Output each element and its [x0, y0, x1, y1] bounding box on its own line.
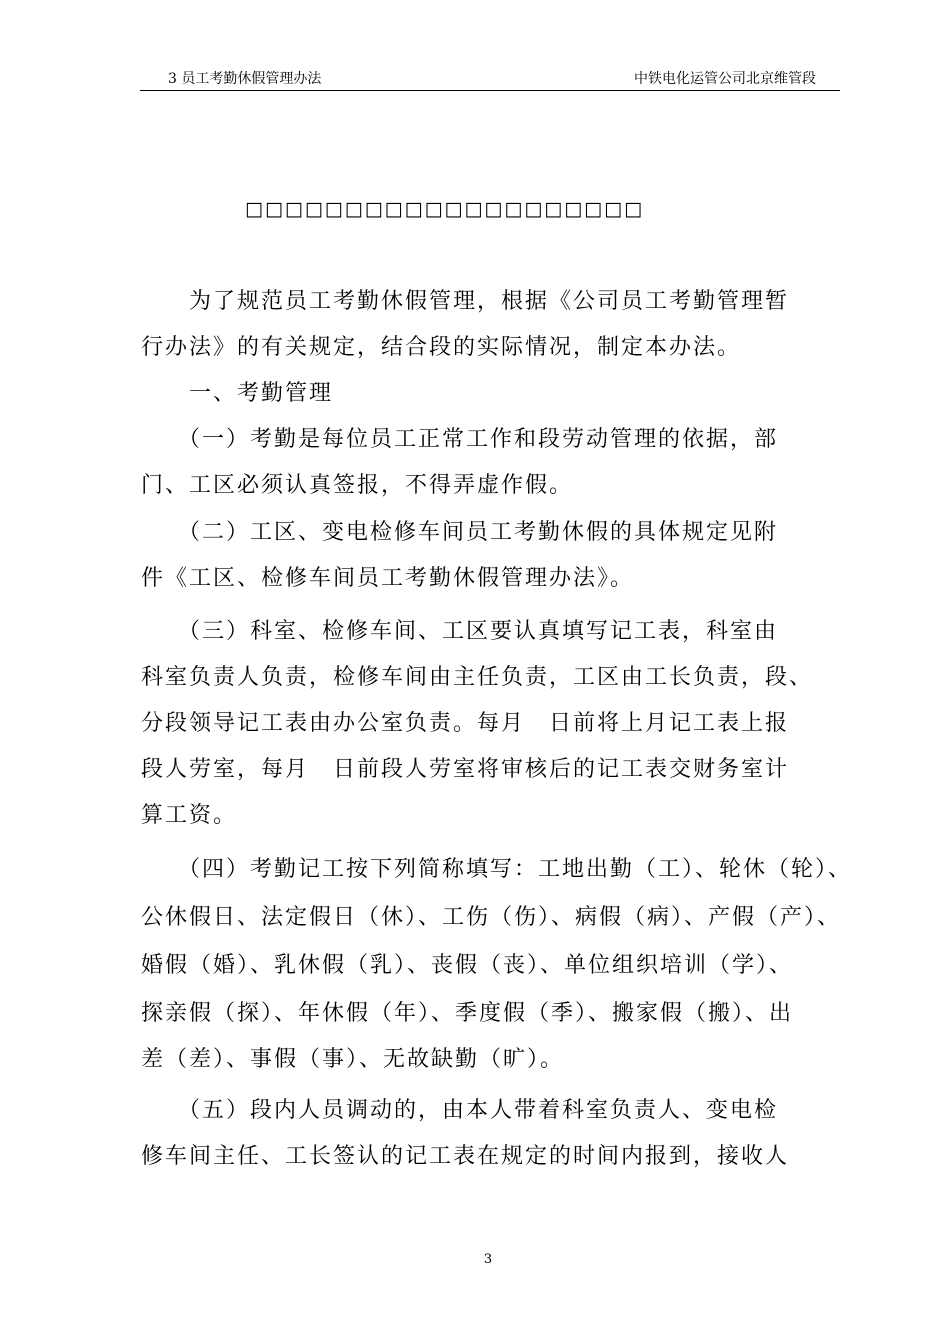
page-number: 3	[483, 1252, 493, 1267]
body-line: 探亲假（探）、年休假（年）、季度假（季）、搬家假（搬）、出	[141, 1001, 794, 1026]
body-line: 门、工区必须认真签报，不得弄虚作假。	[141, 473, 574, 498]
body-line: （三）科室、检修车间、工区要认真填写记工表，科室由	[141, 619, 779, 644]
document-title-garbled: □□□□□□□□□□□□□□□□□□□□	[245, 198, 645, 220]
body-line: 分段领导记工表由办公室负责。每月 日前将上月记工表上报	[141, 711, 790, 736]
body-line: （一）考勤是每位员工正常工作和段劳动管理的依据，部	[141, 427, 779, 452]
body-line: 婚假（婚）、乳休假（乳）、丧假（丧）、单位组织培训（学）、	[141, 953, 794, 978]
body-line: 为了规范员工考勤休假管理，根据《公司员工考勤管理暂	[141, 289, 790, 314]
header-doc-title: 3 员工考勤休假管理办法	[168, 71, 322, 87]
body-line: 件《工区、检修车间员工考勤休假管理办法》。	[141, 566, 635, 591]
body-line: 算工资。	[141, 803, 238, 828]
body-line: （二）工区、变电检修车间员工考勤休假的具体规定见附	[141, 520, 779, 545]
body-line: 修车间主任、工长签认的记工表在规定的时间内报到，接收人	[141, 1144, 790, 1169]
body-line: 公休假日、法定假日（休）、工伤（伤）、病假（病）、产假（产）、	[141, 905, 842, 930]
body-line: （五）段内人员调动的，由本人带着科室负责人、变电检	[141, 1098, 779, 1123]
body-line: 行办法》的有关规定，结合段的实际情况，制定本办法。	[141, 335, 742, 360]
body-line: 差（差）、事假（事）、无故缺勤（旷）。	[141, 1047, 565, 1072]
section-heading: 一、考勤管理	[141, 381, 334, 406]
body-line: 段人劳室，每月 日前段人劳室将审核后的记工表交财务室计	[141, 757, 790, 782]
page-header	[140, 66, 840, 91]
body-line: （四）考勤记工按下列简称填写：工地出勤（工）、轮休（轮）、	[141, 857, 853, 882]
header-company-name: 中铁电化运管公司北京维管段	[634, 71, 816, 87]
body-line: 科室负责人负责，检修车间由主任负责，工区由工长负责，段、	[141, 665, 814, 690]
